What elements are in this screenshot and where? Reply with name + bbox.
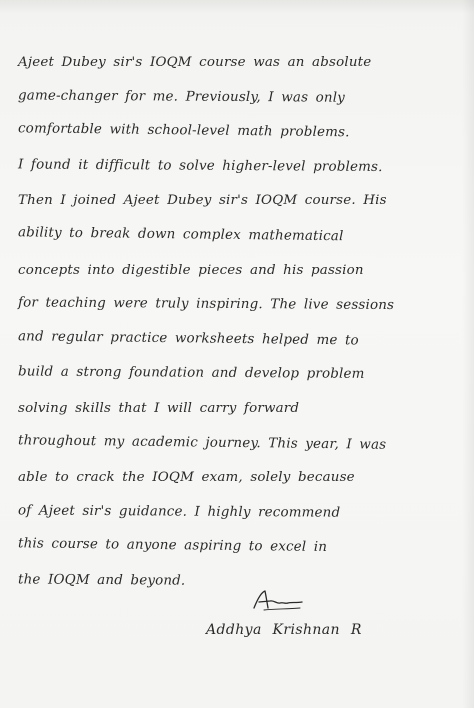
letter-line: I found it difficult to solve higher-level problems.	[17, 157, 383, 175]
letter-line: build a strong foundation and develop problem	[17, 364, 365, 383]
letter-line: Then I joined Ajeet Dubey sir's IOQM course. His	[18, 193, 387, 209]
letter-line: of Ajeet sir's guidance. I highly recommend	[17, 503, 341, 521]
letter-line: and regular practice worksheets helped me to	[17, 329, 359, 349]
letter-line: ability to break down complex mathematical	[17, 225, 344, 245]
letter-line: game-changer for me. Previously, I was only	[17, 88, 346, 106]
paper-fold-shadow	[0, 0, 474, 14]
signer-name: Addhya Krishnan R	[206, 622, 362, 638]
letter-line: the IOQM and beyond.	[17, 572, 186, 589]
letter-body	[18, 46, 468, 600]
letter-line: able to crack the IOQM exam, solely because	[18, 470, 355, 486]
letter-line: comfortable with school-level math problems.	[17, 121, 350, 141]
letter-line: Ajeet Dubey sir's IOQM course was an absolute	[18, 55, 372, 70]
signature-mark	[250, 588, 310, 614]
letter-line: throughout my academic journey. This year, I was	[17, 432, 387, 453]
letter-line: concepts into digestible pieces and his passion	[18, 262, 364, 278]
letter-line: this course to anyone aspiring to excel in	[17, 536, 328, 556]
letter-line: for teaching were truly inspiring. The live sessions	[17, 295, 395, 314]
letter-line: solving skills that I will carry forward	[18, 400, 300, 416]
